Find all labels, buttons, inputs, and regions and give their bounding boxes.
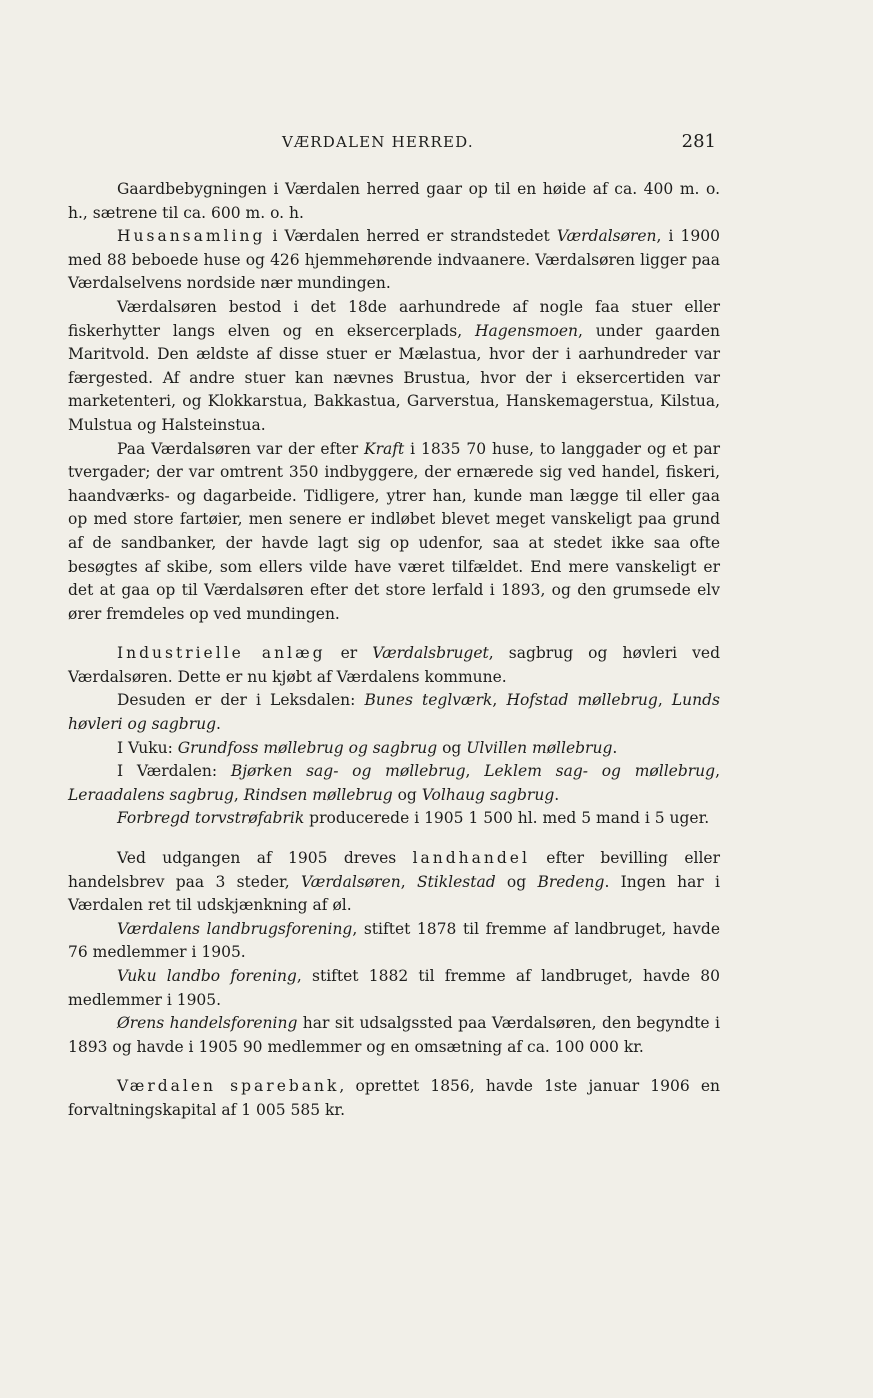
paragraph-vaerdalen: I Værdalen: Bjørken sag- og møllebrug, Leklem sag- og møllebrug, Leraadalens sagbrug, Rindsen møllebrug og Volhaug sagbrug. — [68, 762, 721, 804]
section-gap — [68, 626, 720, 642]
italic-name: Værdalsbruget — [372, 644, 489, 663]
italic-name: Kraft — [364, 439, 405, 458]
section-gap — [68, 831, 720, 847]
paragraph-husansamling: Husansamling i Værdalen herred er strandstedet Værdalsøren, i 1900 med 88 beboede huse og 426 hjemmehørende indvaanere. Værdalsøren ligger paa Værdalselvens nordside nær mundingen. — [68, 227, 720, 293]
paragraph-landhandel: Ved udgangen af 1905 dreves landhandel efter bevilling eller handelsbrev paa 3 steder, Værdalsøren, Stiklestad og Bredeng. Ingen har i Værdalen ret til udskjænkning af øl. — [68, 849, 720, 915]
page-number: 281 — [681, 131, 716, 152]
paragraph-handelsforening: Ørens handelsforening har sit udsalgssted paa Værdalsøren, den begyndte i 1893 og havde i 1905 90 medlemmer og en omsætning af ca. 100 000 kr. — [68, 1014, 720, 1056]
paragraph-sparebank: Værdalen sparebank, oprettet 1856, havde 1ste januar 1906 en forvaltningskapital af 1 005 585 kr. — [68, 1077, 720, 1119]
italic-name: Hagensmoen — [475, 321, 578, 340]
paragraph-landbrugsforening: Værdalens landbrugsforening, stiftet 1878 til fremme af landbruget, havde 76 medlemmer i 1905. — [68, 919, 720, 962]
paragraph-kraft-1835: Paa Værdalsøren var der efter Kraft i 1835 70 huse, to langgader og et par tvergader; der var omtrent 350 indbyggere, der ernærede sig ved handel, fiskeri, haandværks- og dagarbeide. Tidligere, ytrer han, kunde man lægge til eller gaa op med store fartøier, men senere er indløbet blevet meget vanskeligt paa grund af de sandbanker, der havde lagt sig op udenfor, saa at stedet ikke saa ofte besøgtes af skibe, som ellers vilde have været tilfældet. End mere vanskeligt er det at gaa op til Værdalsøren efter det store lerfald i 1893, og den grumsede elv ører fremdeles op ved mundingen. — [68, 439, 720, 623]
spaced-term: Værdalen sparebank — [117, 1077, 340, 1096]
spaced-term: Husansamling — [117, 227, 266, 246]
paragraph-history: Værdalsøren bestod i det 18de aarhundrede af nogle faa stuer eller fiskerhytter langs elven og en eksercerplads, Hagensmoen, under gaarden Maritvold. Den ældste af disse stuer er Mælastua, hvor der i aarhundreder var færgested. Af andre stuer kan nævnes Brustua, hvor der i eksercertiden var marketenteri, og Klokkarstua, Bakkastua, Garverstua, Hanskemagerstua, Kilstua, Mulstua og Halsteinstua. — [68, 297, 720, 434]
paragraph-forbregd: Forbregd torvstrøfabrik producerede i 1905 1 500 hl. med 5 mand i 5 uger. — [117, 809, 710, 828]
spaced-term: landhandel — [412, 849, 530, 868]
page-body — [68, 178, 720, 1123]
paragraph-farm-buildings: Gaardbebygningen i Værdalen herred gaar op til en høide af ca. 400 m. o. h., sætrene til ca. 600 m. o. h. — [68, 180, 720, 222]
paragraph-leksdalen: Desuden er der i Leksdalen: Bunes teglværk, Hofstad møllebrug, Lunds høvleri og sagbrug. — [68, 691, 721, 734]
paragraph-vuku-landboforening: Vuku landbo forening, stiftet 1882 til fremme af landbruget, havde 80 medlemmer i 1905. — [68, 967, 720, 1009]
spaced-term: Industrielle anlæg — [117, 644, 326, 663]
paragraph-industry: Industrielle anlæg er Værdalsbruget, sagbrug og høvleri ved Værdalsøren. Dette er nu kjøbt af Værdalens kommune. — [68, 644, 720, 686]
italic-name: Værdalsøren — [556, 227, 657, 246]
section-gap — [68, 1059, 720, 1075]
running-title: VÆRDALEN HERRED. — [282, 133, 474, 151]
running-header — [282, 133, 716, 151]
paragraph-vuku: I Vuku: Grundfoss møllebrug og sagbrug og Ulvillen møllebrug. — [117, 738, 618, 757]
